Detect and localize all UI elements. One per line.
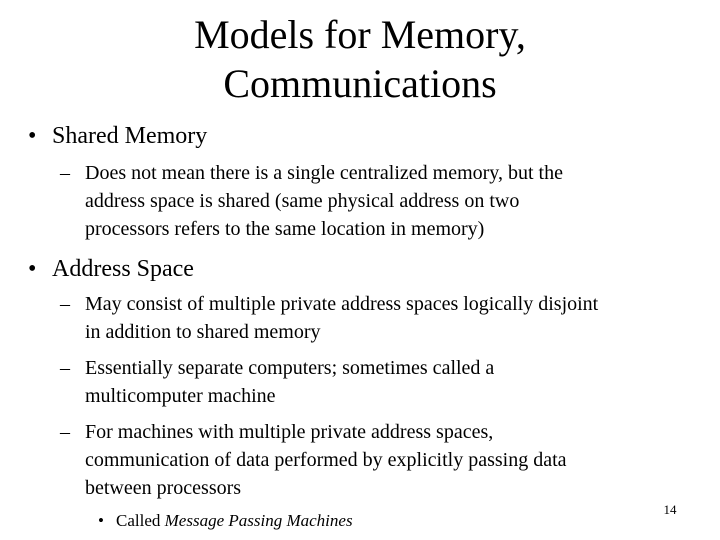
subitem-text [85,418,567,502]
subitem-line: processors refers to the same location in memory) [85,218,485,240]
bullet-marker: • [28,256,37,282]
subitem-line: address space is shared (same physical address on two [85,190,520,212]
subitem-line: multicomputer machine [85,385,276,407]
page-number: 14 [663,502,677,517]
bullet-marker: • [28,123,37,149]
dash-marker: – [60,293,70,315]
subitem-message-passing [60,418,567,502]
subsubitem-text [116,510,353,532]
slide-title [0,10,720,108]
subitem-separate-computers [60,354,494,410]
bullet-label: Shared Memory [52,123,208,149]
title-line-2: Communications [223,61,497,106]
subitem-shared-memory-definition [60,159,563,243]
subitem-line: Does not mean there is a single centralized memory, but the [85,162,563,184]
subsubitem-emphasis: Message Passing Machines [164,511,353,530]
subitem-line: in addition to shared memory [85,321,321,343]
dash-marker: – [60,162,70,184]
dash-marker: – [60,357,70,379]
subitem-line: For machines with multiple private address spaces, [85,421,494,443]
subitem-text [85,290,598,346]
subitem-line: May consist of multiple private address spaces logically disjoint [85,293,599,315]
subitem-text [85,159,563,243]
subitem-line: between processors [85,477,242,499]
subsubitem-prefix: Called [116,511,165,530]
subitem-text [85,354,494,410]
dash-marker: – [60,421,70,443]
bullet-label: Address Space [52,256,194,282]
title-line-1: Models for Memory, [194,12,526,57]
subitem-line: Essentially separate computers; sometimes called a [85,357,495,379]
subitem-private-address-spaces [60,290,598,346]
bullet-marker: • [98,511,104,530]
subitem-line: communication of data performed by explicitly passing data [85,449,567,471]
